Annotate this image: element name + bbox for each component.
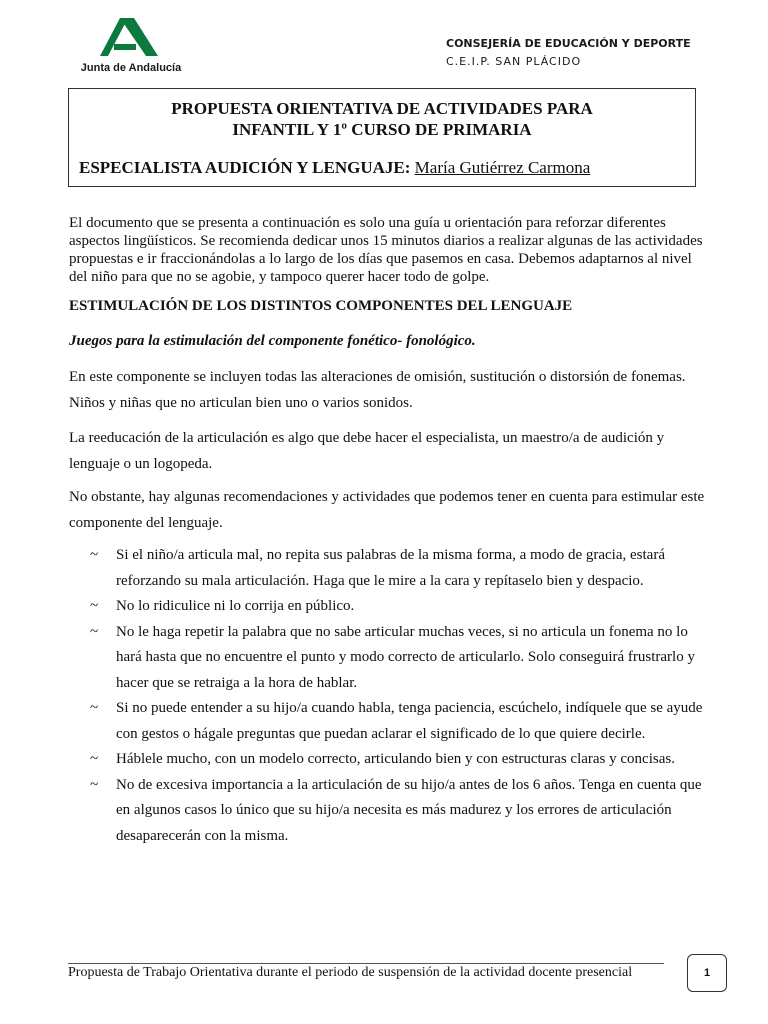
bullet-marker: ~ [90, 623, 99, 640]
subsection-title: Juegos para la estimulación del componente fonético- fonológico. [69, 333, 476, 349]
bullet-marker: ~ [90, 547, 99, 563]
ministry-name: CONSEJERÍA DE EDUCACIÓN Y DEPORTE [446, 37, 691, 50]
school-name: C.E.I.P. SAN PLÁCIDO [446, 55, 582, 68]
list-item [90, 594, 710, 620]
specialist-name: María Gutiérrez Carmona [414, 158, 591, 177]
bullet-marker: ~ [90, 598, 99, 614]
page-number: 1 [687, 954, 727, 992]
footer-divider [68, 963, 664, 964]
specialist-line [79, 158, 590, 178]
body-paragraph: No obstante, hay algunas recomendaciones y actividades que podemos tener en cuenta para estimular este componente del lenguaje. [69, 489, 705, 531]
body-paragraph: En este componente se incluyen todas las alteraciones de omisión, sustitución o distorsión de fonemas. Niños y niñas que no articulan bien uno o varios sonidos. [69, 369, 686, 411]
list-item [90, 696, 710, 747]
bullet-marker: ~ [90, 700, 99, 716]
list-item-text: No lo ridiculice ni lo corrija en público. [116, 598, 355, 614]
logo-a-icon [100, 18, 162, 60]
footer-text: Propuesta de Trabajo Orientativa durante el periodo de suspensión de la actividad docente presencial [68, 965, 633, 980]
bullet-marker: ~ [90, 776, 99, 793]
list-item-text: Háblele mucho, con un modelo correcto, articulando bien y con estructuras claras y concisas. [116, 751, 675, 767]
title-box [68, 88, 696, 187]
logo-text: Junta de Andalucía [80, 62, 182, 74]
list-item [90, 773, 710, 850]
recommendations-list [90, 543, 710, 849]
list-item-text: Si no puede entender a su hijo/a cuando habla, tenga paciencia, escúchelo, indíquele que se ayude con gestos o hágale preguntas que puedan aclarar el significado de lo que quiere decirle. [116, 700, 703, 742]
junta-de-andalucia-logo [76, 18, 186, 78]
specialist-label: ESPECIALISTA AUDICIÓN Y LENGUAJE: [79, 158, 411, 177]
section-title: ESTIMULACIÓN DE LOS DISTINTOS COMPONENTES DEL LENGUAJE [69, 298, 573, 314]
title-line-2: INFANTIL Y 1º CURSO DE PRIMARIA [232, 120, 532, 139]
header-institution [446, 35, 691, 71]
list-item [90, 747, 710, 773]
list-item-text: Si el niño/a articula mal, no repita sus palabras de la misma forma, a modo de gracia, estará reforzando su mala articulación. Haga que le mire a la cara y repítaselo bien y despacio. [116, 547, 665, 589]
list-item [90, 620, 710, 697]
list-item [90, 543, 710, 594]
list-item-text: No le haga repetir la palabra que no sabe articular muchas veces, si no articula un fonema no lo hará hasta que no encuentre el punto y modo correcto de articularlo. Solo conseguirá frustrarlo y hacer que se retraiga a la hora de hablar. [116, 623, 695, 691]
body-paragraph: La reeducación de la articulación es algo que debe hacer el especialista, un maestro/a de audición y lenguaje o un logopeda. [69, 430, 665, 472]
list-item-text: No de excesiva importancia a la articulación de su hijo/a antes de los 6 años. Tenga en cuenta que en algunos casos lo único que su hijo/a necesita es más madurez y los errores de articulación desaparecerán con la misma. [116, 776, 702, 844]
intro-paragraph: El documento que se presenta a continuación es solo una guía u orientación para reforzar diferentes aspectos lingüísticos. Se recomienda dedicar unos 15 minutos diarios a realizar algunas de las actividades propuestas e ir fraccionándolas a lo largo de los días que pasemos en casa. Debemos adaptarnos al nivel del niño para que no se agobie, y tampoco querer hacer todo de golpe. [69, 215, 703, 285]
bullet-marker: ~ [90, 751, 99, 767]
title-line-1: PROPUESTA ORIENTATIVA DE ACTIVIDADES PARA [171, 99, 593, 118]
